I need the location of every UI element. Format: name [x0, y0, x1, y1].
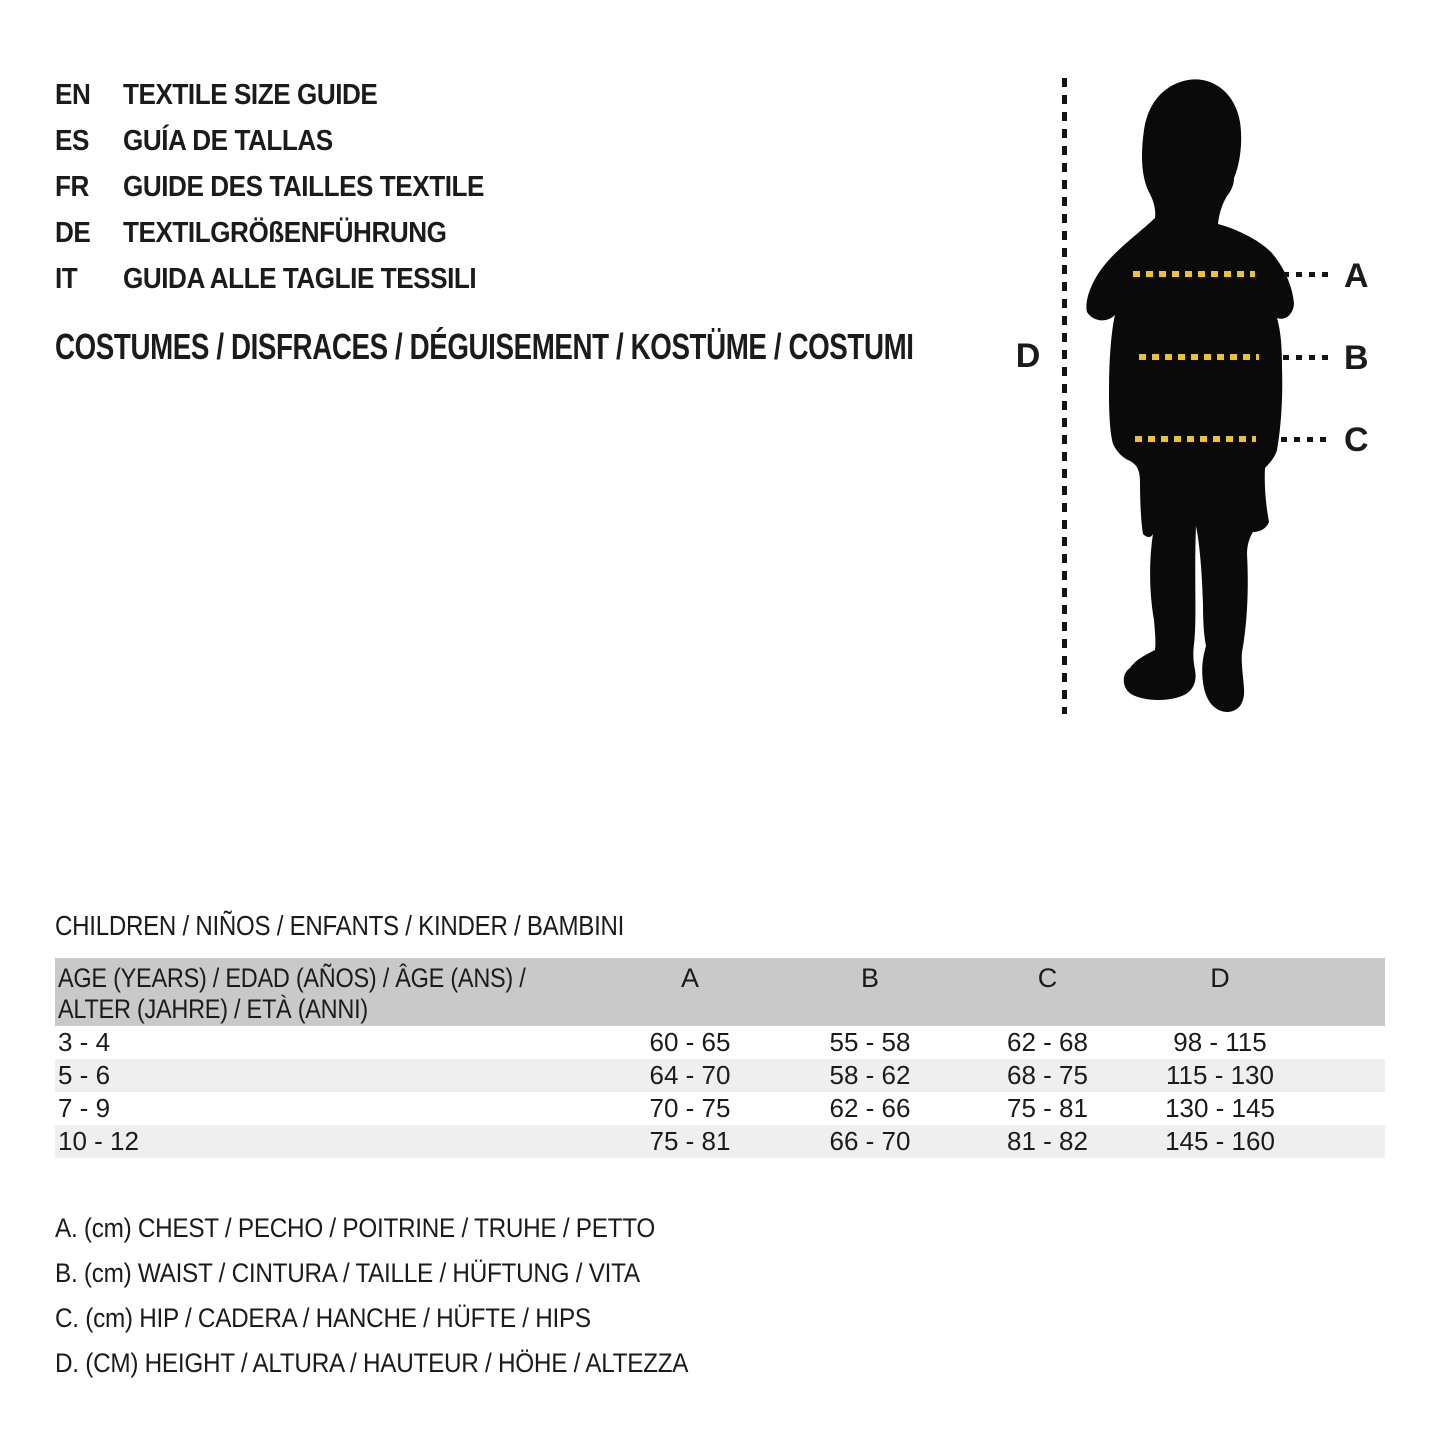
row-spacer — [1305, 1026, 1385, 1059]
header-spacer — [1305, 963, 1385, 1026]
waist-cell: 55 - 58 — [829, 1027, 911, 1057]
age-cell: 3 - 4 — [58, 1027, 111, 1057]
chest-cell: 64 - 70 — [649, 1060, 731, 1090]
hip-cell: 62 - 68 — [1007, 1027, 1088, 1057]
table-row — [55, 1125, 1385, 1158]
row-spacer — [1305, 1125, 1385, 1158]
waist-cell: 66 - 70 — [829, 1126, 911, 1156]
hip-cell: 75 - 81 — [1007, 1093, 1088, 1123]
waist-cell: 62 - 66 — [829, 1093, 911, 1123]
column-header-c: C — [1037, 963, 1058, 993]
column-header-b: B — [860, 963, 879, 993]
height-label-d: D — [1015, 337, 1041, 375]
children-section-title: CHILDREN / NIÑOS / ENFANTS / KINDER / BAMBINI — [55, 910, 625, 941]
table-row — [55, 1092, 1385, 1125]
language-title: GUIDA ALLE TAGLIE TESSILI — [123, 263, 477, 295]
waist-cell: 58 - 62 — [829, 1060, 911, 1090]
language-title: TEXTILE SIZE GUIDE — [123, 79, 378, 111]
age-column-header — [55, 963, 600, 1026]
language-row-it — [55, 256, 524, 302]
legend-line-height — [55, 1341, 759, 1386]
language-code: DE — [55, 217, 91, 249]
column-header-d: D — [1210, 963, 1230, 993]
language-code: EN — [55, 79, 91, 111]
size-table-header — [55, 958, 1385, 1026]
language-title: GUIDE DES TAILLES TEXTILE — [123, 171, 484, 203]
language-row-de — [55, 210, 524, 256]
chest-cell: 70 - 75 — [649, 1093, 731, 1123]
hip-cell: 81 - 82 — [1007, 1126, 1088, 1156]
language-row-fr — [55, 164, 524, 210]
height-cell: 98 - 115 — [1173, 1027, 1267, 1057]
language-row-es — [55, 118, 524, 164]
measurement-legend — [55, 1206, 759, 1386]
age-cell: 10 - 12 — [58, 1126, 139, 1156]
legend-line-hip — [55, 1296, 759, 1341]
chest-cell: 60 - 65 — [649, 1027, 731, 1057]
size-table — [55, 958, 1385, 1158]
age-header-line1: AGE (YEARS) / EDAD (AÑOS) / ÂGE (ANS) / — [58, 963, 526, 993]
hip-cell: 68 - 75 — [1007, 1060, 1088, 1090]
child-silhouette-icon — [1060, 60, 1320, 720]
waist-label-b: B — [1344, 339, 1369, 377]
legend-text: C. (cm) HIP / CADERA / HANCHE / HÜFTE / HIPS — [55, 1303, 591, 1333]
chest-cell: 75 - 81 — [649, 1126, 731, 1156]
age-cell: 5 - 6 — [58, 1060, 111, 1090]
height-cell: 130 - 145 — [1165, 1093, 1275, 1123]
legend-line-chest — [55, 1206, 759, 1251]
age-cell: 7 - 9 — [58, 1093, 111, 1123]
language-code: IT — [55, 263, 78, 295]
legend-text: D. (CM) HEIGHT / ALTURA / HAUTEUR / HÖHE / ALTEZZA — [55, 1348, 689, 1378]
waist-connector-dots — [1283, 355, 1333, 360]
language-title: TEXTILGRÖßENFÜHRUNG — [123, 217, 447, 249]
height-cell: 115 - 130 — [1166, 1060, 1274, 1090]
chest-measure-dash-line — [1133, 271, 1255, 277]
legend-text: B. (cm) WAIST / CINTURA / TAILLE / HÜFTUNG / VITA — [55, 1258, 640, 1288]
legend-text: A. (cm) CHEST / PECHO / POITRINE / TRUHE / PETTO — [55, 1213, 656, 1243]
chest-label-a: A — [1344, 257, 1369, 295]
table-row — [55, 1026, 1385, 1059]
language-title-list — [55, 72, 524, 302]
language-code: FR — [55, 171, 89, 203]
chest-connector-dots — [1283, 272, 1333, 277]
height-dimension-line — [1062, 78, 1067, 714]
hip-measure-dash-line — [1135, 436, 1256, 442]
table-row — [55, 1059, 1385, 1092]
language-code: ES — [55, 125, 89, 157]
language-title: GUÍA DE TALLAS — [123, 125, 333, 157]
category-heading: COSTUMES / DISFRACES / DÉGUISEMENT / KOSTÜME / COSTUMI — [55, 326, 914, 367]
legend-line-waist — [55, 1251, 759, 1296]
row-spacer — [1305, 1059, 1385, 1092]
hip-label-c: C — [1344, 421, 1369, 459]
row-spacer — [1305, 1092, 1385, 1125]
age-header-line2: ALTER (JAHRE) / ETÀ (ANNI) — [58, 994, 368, 1024]
hip-connector-dots — [1281, 437, 1333, 442]
height-cell: 145 - 160 — [1165, 1126, 1275, 1156]
column-header-a: A — [680, 963, 699, 993]
language-row-en — [55, 72, 524, 118]
waist-measure-dash-line — [1139, 354, 1259, 360]
